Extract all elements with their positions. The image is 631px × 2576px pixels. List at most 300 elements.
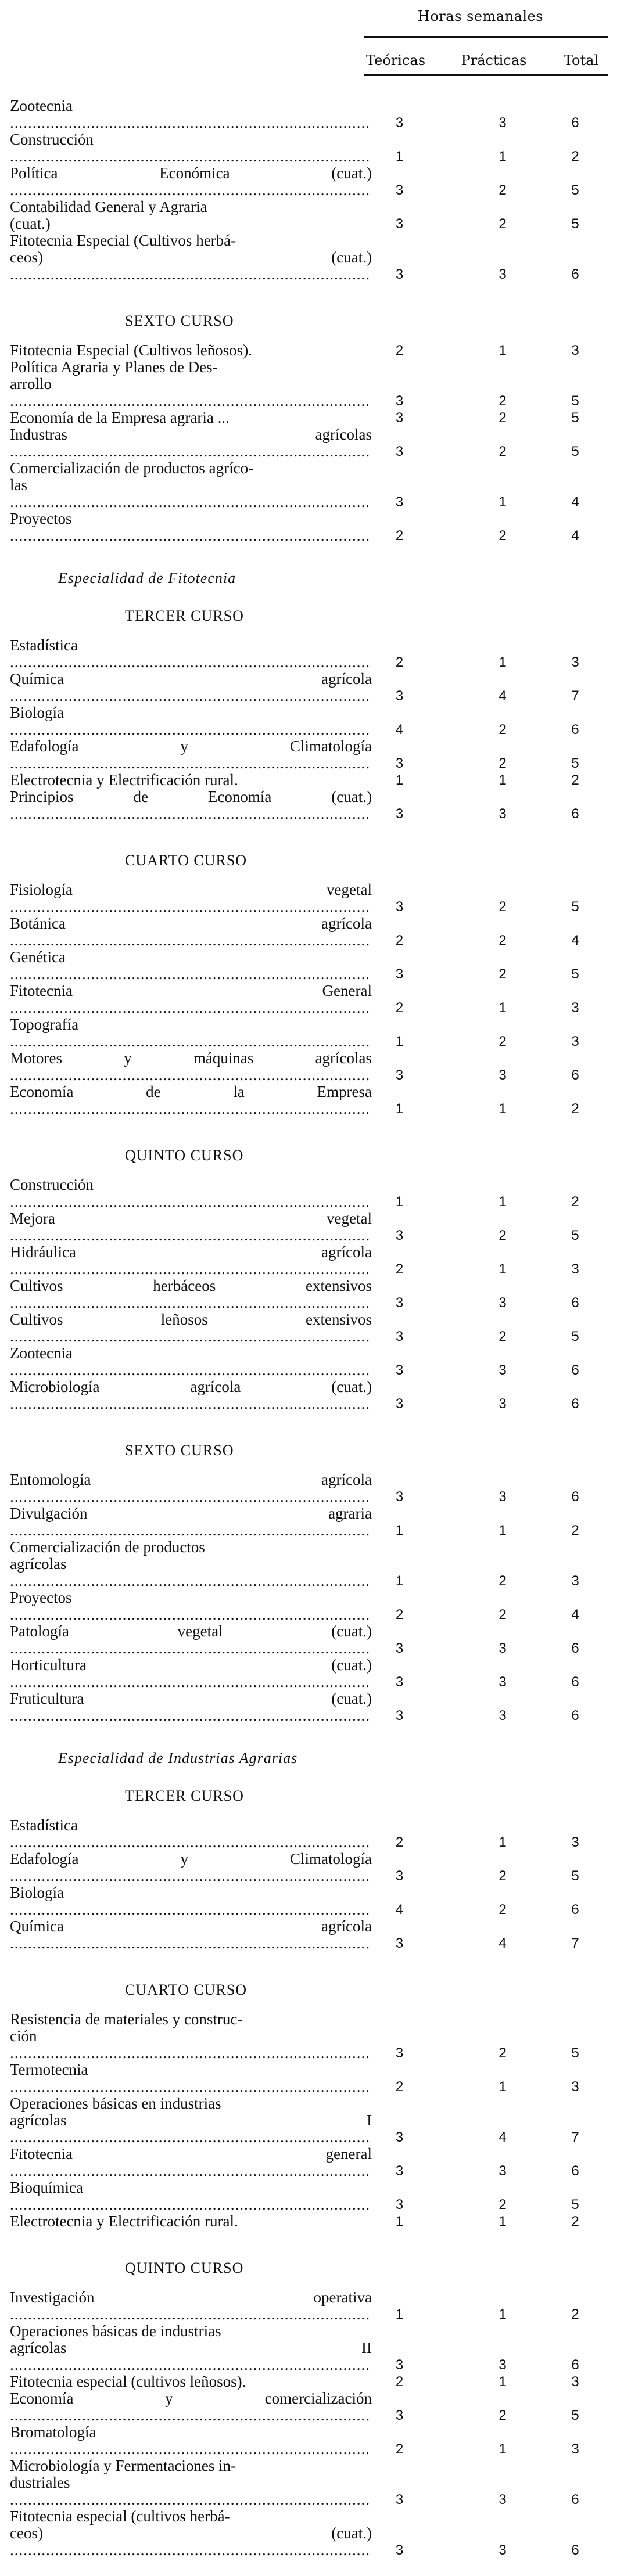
total-hours: 5 xyxy=(571,1228,579,1243)
subject-name-cell xyxy=(0,704,372,738)
theory-hours: 3 xyxy=(395,1362,404,1378)
theory-hours: 3 xyxy=(395,2197,404,2212)
practice-hours: 2 xyxy=(499,2045,507,2061)
total-hours: 6 xyxy=(571,1640,579,1656)
dot-leader: ................................................................................ xyxy=(10,1311,377,1345)
theory-hours: 3 xyxy=(395,1295,404,1311)
dot-leader: ................................................................................ xyxy=(10,737,377,772)
total-hours: 5 xyxy=(571,755,579,771)
subject-row xyxy=(0,704,631,738)
subject-row xyxy=(0,1345,631,1379)
specialty-heading: Especialidad de Industrias Agrarias xyxy=(58,1750,298,1766)
subject-name: Motores y máquinas agrícolas xyxy=(10,1049,372,1067)
subject-name: Zootecnia xyxy=(10,1344,73,1362)
theory-hours: 2 xyxy=(395,528,404,544)
total-hours: 6 xyxy=(571,1362,579,1378)
subject-row xyxy=(0,98,631,131)
dot-leader: ................................................................................ xyxy=(10,2423,370,2458)
spacer xyxy=(0,2230,631,2247)
dot-leader: ................................................................................ xyxy=(10,2027,370,2061)
theory-hours: 3 xyxy=(395,2542,404,2558)
subject-name-cell xyxy=(0,949,372,983)
subject-name-cell xyxy=(0,2179,372,2213)
subject-name: Electrotecnia y Electrificación rural. xyxy=(10,771,238,789)
subject-name: Fitotecnia general xyxy=(10,2145,372,2163)
subject-row xyxy=(0,2095,631,2146)
total-hours: 5 xyxy=(571,1329,579,1344)
subject-row xyxy=(0,1472,631,1505)
subject-row xyxy=(0,2323,631,2373)
practice-hours: 3 xyxy=(499,1362,507,1378)
total-hours: 6 xyxy=(571,2163,579,2179)
subject-name: Botánica agrícola xyxy=(10,915,372,932)
practice-hours: 4 xyxy=(499,2129,507,2145)
subject-name-cell xyxy=(0,1622,377,1657)
subject-name-cell xyxy=(0,2390,377,2424)
subject-name: Principios de Economía (cuat.) xyxy=(10,788,372,805)
subject-row xyxy=(0,1817,631,1851)
subject-row xyxy=(0,1851,631,1884)
theory-hours: 4 xyxy=(395,1902,404,1917)
dot-leader: ................................................................................ xyxy=(10,1176,370,1210)
spacer xyxy=(0,544,631,562)
subject-name: Zootecnia xyxy=(10,97,73,114)
theory-hours: 3 xyxy=(395,2492,404,2507)
subject-name: Política Económica (cuat.) xyxy=(10,164,372,182)
subject-row xyxy=(0,199,631,232)
subject-name: Cultivos leñosos extensivos xyxy=(10,1311,372,1328)
theory-hours: 3 xyxy=(395,2045,404,2061)
subject-row xyxy=(0,772,631,789)
column-header-practicas: Prácticas xyxy=(461,52,527,69)
dot-leader: ................................................................................ xyxy=(10,476,370,510)
theory-hours: 3 xyxy=(395,494,404,510)
total-hours: 3 xyxy=(571,1573,579,1589)
practice-hours: 3 xyxy=(499,1489,507,1505)
dot-leader: ................................................................................ xyxy=(10,510,370,544)
total-hours: 3 xyxy=(571,2079,579,2095)
dot-leader: ................................................................................ xyxy=(10,2390,377,2424)
subject-name-cell xyxy=(0,1884,372,1918)
practice-hours: 1 xyxy=(499,149,507,164)
spacer xyxy=(0,1412,631,1430)
course-heading: QUINTO CURSO xyxy=(125,1147,244,1164)
subject-row xyxy=(0,359,631,409)
subject-name-cell xyxy=(0,1277,377,1311)
subject-name: Topografía xyxy=(10,1016,79,1033)
theory-hours: 1 xyxy=(395,1573,404,1589)
dot-leader: ................................................................................ xyxy=(10,1277,377,1311)
subject-name: Entomología agrícola xyxy=(10,1471,372,1488)
dot-leader: ................................................................................ xyxy=(10,915,377,949)
subject-name-cell xyxy=(0,1589,372,1623)
subject-name-cell xyxy=(0,2145,377,2179)
course-heading: TERCER CURSO xyxy=(125,607,244,624)
total-hours: 3 xyxy=(571,1834,579,1850)
subject-name: Divulgación agraria xyxy=(10,1505,372,1522)
total-hours: 3 xyxy=(571,1000,579,1016)
subject-row xyxy=(0,1210,631,1244)
practice-hours: 1 xyxy=(499,654,507,670)
subject-name: Termotecnia xyxy=(10,2061,88,2078)
practice-hours: 1 xyxy=(499,2441,507,2457)
theory-hours: 3 xyxy=(395,1067,404,1083)
practice-hours: 3 xyxy=(499,1708,507,1724)
dot-leader: ................................................................................ xyxy=(10,1083,377,1117)
subject-name: Contabilidad General y Agraria (cuat.) xyxy=(10,198,207,232)
subject-name: Industras agrícolas xyxy=(10,426,372,443)
practice-hours: 2 xyxy=(499,1573,507,1589)
theory-hours: 2 xyxy=(395,1000,404,1016)
total-hours: 6 xyxy=(571,722,579,737)
total-hours: 5 xyxy=(571,216,579,232)
theory-hours: 3 xyxy=(395,444,404,459)
dot-leader: ................................................................................ xyxy=(10,1656,377,1690)
subject-name: Construcción xyxy=(10,131,94,148)
total-hours: 3 xyxy=(571,2441,579,2457)
subject-name: Edafología y Climatología xyxy=(10,737,372,755)
theory-hours: 3 xyxy=(395,2357,404,2373)
theory-hours: 3 xyxy=(395,966,404,982)
theory-hours: 1 xyxy=(395,2307,404,2322)
theory-hours: 3 xyxy=(395,393,404,409)
subject-name: Construcción xyxy=(10,1176,94,1193)
subject-row xyxy=(0,2373,631,2390)
practice-hours: 1 xyxy=(499,1261,507,1277)
total-hours: 3 xyxy=(571,343,579,358)
practice-hours: 3 xyxy=(499,2542,507,2558)
subject-name: Comercialización de productos agrícolas xyxy=(10,1538,205,1573)
theory-hours: 1 xyxy=(395,2214,404,2229)
dot-leader: ................................................................................ xyxy=(10,2179,370,2213)
subject-row xyxy=(0,426,631,460)
dot-leader: ................................................................................ xyxy=(10,1917,377,1952)
subject-name-cell xyxy=(0,1243,377,1278)
dot-leader: ................................................................................ xyxy=(10,670,377,704)
total-hours: 6 xyxy=(571,1067,579,1083)
practice-hours: 2 xyxy=(499,216,507,232)
subject-name-cell xyxy=(0,1817,372,1851)
subject-name: Hidráulica agrícola xyxy=(10,1243,372,1261)
dot-leader: ................................................................................ xyxy=(10,982,377,1016)
subject-row xyxy=(0,232,631,283)
subject-name-cell xyxy=(0,1311,377,1345)
practice-hours: 1 xyxy=(499,772,507,788)
dot-leader: ................................................................................ xyxy=(10,131,370,165)
subject-name-cell xyxy=(0,342,372,359)
practice-hours: 2 xyxy=(499,444,507,459)
subject-row xyxy=(0,460,631,510)
theory-hours: 3 xyxy=(395,806,404,822)
subject-name-cell xyxy=(0,1210,377,1244)
course-heading: QUINTO CURSO xyxy=(125,2260,244,2276)
spacer xyxy=(0,283,631,300)
course-heading: SEXTO CURSO xyxy=(125,312,234,329)
subject-row xyxy=(0,1244,631,1278)
subject-name-cell xyxy=(0,670,377,704)
dot-leader: ................................................................................ xyxy=(10,426,377,460)
subject-name: Estadística xyxy=(10,1816,78,1834)
subject-name: Operaciones básicas en industrias agrícolas I xyxy=(10,2095,372,2129)
header-rule-top xyxy=(364,36,608,38)
subject-name: Cultivos herbáceos extensivos xyxy=(10,1277,372,1294)
subject-name: Economía de la Empresa agraria ... xyxy=(10,409,230,426)
practice-hours: 2 xyxy=(499,899,507,915)
weekly-hours-header: Horas semanales xyxy=(417,8,544,24)
subject-name: Economía y comercialización xyxy=(10,2390,372,2407)
practice-hours: 1 xyxy=(499,1523,507,1538)
subject-name-cell xyxy=(0,637,372,671)
total-hours: 4 xyxy=(571,1607,579,1622)
total-hours: 7 xyxy=(571,1935,579,1951)
total-hours: 6 xyxy=(571,267,579,282)
dot-leader: ................................................................................ xyxy=(10,2339,377,2373)
total-hours: 2 xyxy=(571,1523,579,1538)
subject-name: Microbiología agrícola (cuat.) xyxy=(10,1378,372,1395)
subject-name: Proyectos xyxy=(10,1589,72,1606)
theory-hours: 2 xyxy=(395,343,404,358)
dot-leader: ................................................................................ xyxy=(10,1016,370,1050)
practice-hours: 2 xyxy=(499,933,507,948)
subject-name-cell xyxy=(0,788,377,822)
theory-hours: 3 xyxy=(395,688,404,704)
theory-hours: 3 xyxy=(395,216,404,232)
subject-name-cell xyxy=(0,1690,377,1724)
dot-leader: ................................................................................ xyxy=(10,1505,377,1539)
total-hours: 6 xyxy=(571,2492,579,2507)
subject-name-cell xyxy=(0,2095,377,2146)
spacer xyxy=(0,1117,631,1135)
practice-hours: 2 xyxy=(499,1902,507,1917)
total-hours: 7 xyxy=(571,688,579,704)
subject-name-cell xyxy=(0,426,377,460)
subject-name-cell xyxy=(0,199,372,232)
subject-row xyxy=(0,1589,631,1623)
practice-hours: 2 xyxy=(499,1034,507,1049)
theory-hours: 2 xyxy=(395,2441,404,2457)
subject-name: Política Agraria y Planes de Des- arrollo xyxy=(10,358,218,393)
total-hours: 5 xyxy=(571,182,579,198)
dot-leader: ................................................................................ xyxy=(10,1555,370,1589)
practice-hours: 1 xyxy=(499,1000,507,1016)
subject-row xyxy=(0,1918,631,1952)
dot-leader: ................................................................................ xyxy=(10,2061,370,2095)
total-hours: 7 xyxy=(571,2129,579,2145)
dot-leader: ................................................................................ xyxy=(10,1210,377,1244)
total-hours: 6 xyxy=(571,2357,579,2373)
practice-hours: 1 xyxy=(499,2307,507,2322)
subject-name-cell xyxy=(0,2061,372,2095)
theory-hours: 1 xyxy=(395,1194,404,1210)
subject-name-cell xyxy=(0,164,377,199)
subject-row xyxy=(0,165,631,199)
practice-hours: 4 xyxy=(499,1935,507,1951)
practice-hours: 2 xyxy=(499,2408,507,2423)
practice-hours: 1 xyxy=(499,2214,507,2229)
theory-hours: 3 xyxy=(395,410,404,426)
course-heading: TERCER CURSO xyxy=(125,1787,244,1804)
practice-hours: 2 xyxy=(499,1228,507,1243)
theory-hours: 3 xyxy=(395,267,404,282)
subject-name: Horticultura (cuat.) xyxy=(10,1656,372,1674)
subject-row xyxy=(0,1379,631,1412)
total-hours: 3 xyxy=(571,654,579,670)
subject-row xyxy=(0,342,631,359)
practice-hours: 1 xyxy=(499,1834,507,1850)
subject-name-cell xyxy=(0,1505,377,1539)
dot-leader: ................................................................................ xyxy=(10,249,377,283)
total-hours: 5 xyxy=(571,444,579,459)
subject-row xyxy=(0,1657,631,1690)
total-hours: 5 xyxy=(571,1868,579,1884)
total-hours: 6 xyxy=(571,1396,579,1412)
subject-name-cell xyxy=(0,1049,377,1084)
practice-hours: 1 xyxy=(499,1101,507,1117)
total-hours: 6 xyxy=(571,1674,579,1690)
practice-hours: 3 xyxy=(499,2163,507,2179)
dot-leader: ................................................................................ xyxy=(10,1850,377,1884)
practice-hours: 1 xyxy=(499,1194,507,1210)
subject-name-cell xyxy=(0,131,372,165)
subject-name: Comercialización de productos agríco- las xyxy=(10,459,254,494)
practice-hours: 3 xyxy=(499,1396,507,1412)
subject-name-cell xyxy=(0,1539,372,1589)
subject-name: Fitotecnia especial (cultivos leñosos). xyxy=(10,2373,246,2390)
subject-row xyxy=(0,1505,631,1539)
theory-hours: 2 xyxy=(395,654,404,670)
subject-name-cell xyxy=(0,1177,372,1210)
total-hours: 6 xyxy=(571,1708,579,1724)
practice-hours: 2 xyxy=(499,182,507,198)
theory-hours: 3 xyxy=(395,1329,404,1344)
subject-name: Investigación operativa xyxy=(10,2289,372,2306)
subject-row xyxy=(0,915,631,949)
subject-row xyxy=(0,671,631,704)
subject-row xyxy=(0,2213,631,2230)
practice-hours: 1 xyxy=(499,2079,507,2095)
subject-name-cell xyxy=(0,915,377,949)
spacer xyxy=(0,822,631,840)
practice-hours: 3 xyxy=(499,1640,507,1656)
subject-name: Bioquímica xyxy=(10,2179,83,2196)
subject-row xyxy=(0,2146,631,2179)
total-hours: 5 xyxy=(571,2197,579,2212)
theory-hours: 1 xyxy=(395,1523,404,1538)
theory-hours: 3 xyxy=(395,1708,404,1724)
practice-hours: 1 xyxy=(499,2374,507,2390)
practice-hours: 3 xyxy=(499,1295,507,1311)
subject-name: Fitotecnia especial (cultivos herbá- ceos) (cuat.) xyxy=(10,2507,372,2542)
subject-row xyxy=(0,2011,631,2061)
practice-hours: 2 xyxy=(499,755,507,771)
column-header-teoricas: Teóricas xyxy=(366,52,426,69)
theory-hours: 4 xyxy=(395,722,404,737)
subject-name: Fitotecnia Especial (Cultivos leñosos). xyxy=(10,341,252,359)
subject-name-cell xyxy=(0,359,372,409)
practice-hours: 1 xyxy=(499,343,507,358)
subject-name-cell xyxy=(0,2458,372,2508)
subject-name: Fruticultura (cuat.) xyxy=(10,1690,372,1707)
spacer xyxy=(0,2559,631,2576)
dot-leader: ................................................................................ xyxy=(10,2524,377,2559)
subject-name-cell xyxy=(0,2424,372,2458)
subject-row xyxy=(0,1084,631,1117)
subject-name: Química agrícola xyxy=(10,670,372,688)
theory-hours: 3 xyxy=(395,1935,404,1951)
dot-leader: ................................................................................ xyxy=(10,97,370,131)
practice-hours: 3 xyxy=(499,267,507,282)
subject-name: Fisiología vegetal xyxy=(10,881,372,898)
subject-name-cell xyxy=(0,2213,372,2230)
subject-row xyxy=(0,1623,631,1657)
total-hours: 2 xyxy=(571,1101,579,1117)
total-hours: 4 xyxy=(571,494,579,510)
subject-name-cell xyxy=(0,1471,377,1505)
dot-leader: ................................................................................ xyxy=(10,1884,370,1918)
subject-name-cell xyxy=(0,2507,377,2559)
theory-hours: 1 xyxy=(395,149,404,164)
dot-leader: ................................................................................ xyxy=(10,1622,377,1657)
total-hours: 5 xyxy=(571,899,579,915)
total-hours: 5 xyxy=(571,2408,579,2423)
subject-row xyxy=(0,1177,631,1210)
subject-row xyxy=(0,409,631,426)
subject-name: Estadística xyxy=(10,636,78,654)
dot-leader: ................................................................................ xyxy=(10,1471,377,1505)
total-hours: 6 xyxy=(571,1902,579,1917)
dot-leader: ................................................................................ xyxy=(10,2111,377,2146)
dot-leader: ................................................................................ xyxy=(10,1816,370,1851)
course-hours-table xyxy=(0,98,631,2576)
subject-row xyxy=(0,1311,631,1345)
subject-name-cell xyxy=(0,1345,372,1379)
subject-row xyxy=(0,1050,631,1084)
subject-row xyxy=(0,2458,631,2508)
theory-hours: 3 xyxy=(395,2163,404,2179)
theory-hours: 1 xyxy=(395,772,404,788)
total-hours: 2 xyxy=(571,149,579,164)
dot-leader: ................................................................................ xyxy=(10,788,377,822)
subject-row xyxy=(0,738,631,772)
subject-name-cell xyxy=(0,982,377,1016)
subject-name: Resistencia de materiales y construc- ción xyxy=(10,2010,243,2045)
subject-name-cell xyxy=(0,2373,372,2390)
subject-name-cell xyxy=(0,1378,377,1412)
subject-name: Biología xyxy=(10,1884,64,1901)
header-rule-bottom xyxy=(364,74,608,76)
subject-name: Economía de la Empresa xyxy=(10,1083,372,1100)
subject-row xyxy=(0,949,631,983)
subject-name: Patología vegetal (cuat.) xyxy=(10,1622,372,1640)
total-hours: 3 xyxy=(571,1034,579,1049)
subject-name-cell xyxy=(0,2289,377,2323)
subject-row xyxy=(0,2289,631,2323)
theory-hours: 3 xyxy=(395,2408,404,2423)
dot-leader: ................................................................................ xyxy=(10,2289,377,2323)
subject-row xyxy=(0,131,631,165)
theory-hours: 1 xyxy=(395,1101,404,1117)
subject-name-cell xyxy=(0,1917,377,1952)
total-hours: 6 xyxy=(571,2542,579,2558)
practice-hours: 3 xyxy=(499,806,507,822)
practice-hours: 4 xyxy=(499,688,507,704)
subject-row xyxy=(0,510,631,544)
subject-row xyxy=(0,2390,631,2424)
practice-hours: 2 xyxy=(499,722,507,737)
total-hours: 3 xyxy=(571,2374,579,2390)
theory-hours: 3 xyxy=(395,1868,404,1884)
dot-leader: ................................................................................ xyxy=(10,2474,370,2508)
